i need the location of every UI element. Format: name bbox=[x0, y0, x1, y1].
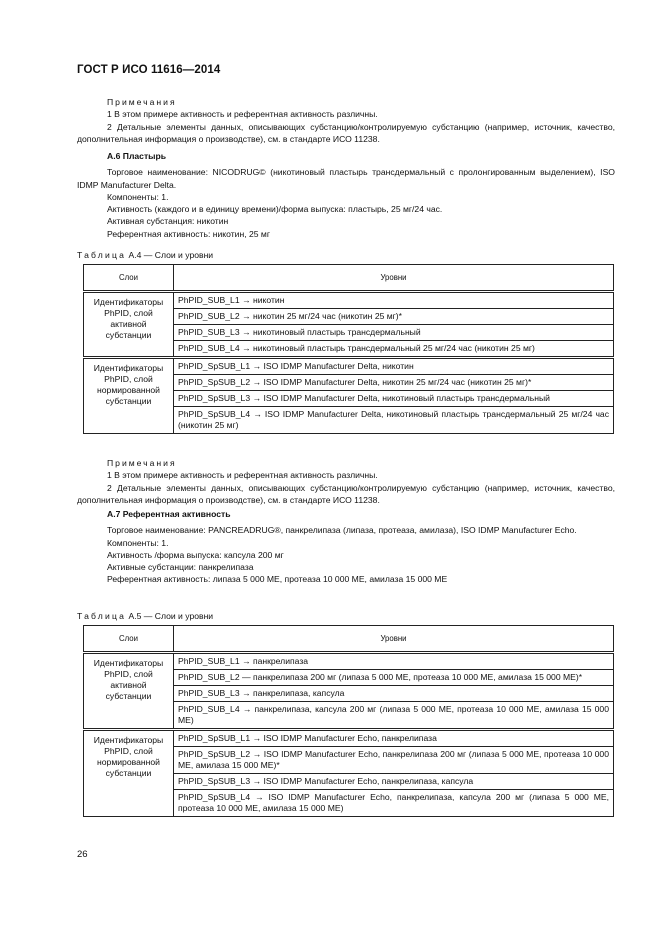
level-cell: PhPID_SpSUB_L1 → ISO IDMP Manufacturer Echo, панкрелипаза bbox=[173, 731, 613, 747]
level-cell: PhPID_SUB_L1 → панкрелипаза bbox=[173, 654, 613, 670]
section-a7 bbox=[90, 508, 615, 586]
table-row bbox=[84, 654, 614, 670]
paragraph: Компоненты: 1. bbox=[107, 537, 169, 548]
notes-title: Примечания bbox=[107, 458, 177, 468]
level-cell: PhPID_SUB_L4 → никотиновый пластырь трансдермальный 25 мг/24 час (никотин 25 мг) bbox=[173, 341, 613, 357]
level-cell: PhPID_SUB_L1 → никотин bbox=[173, 293, 613, 309]
paragraph: Референтная активность: липаза 5 000 МЕ, протеаза 10 000 МЕ, амилаза 15 000 МЕ bbox=[107, 574, 448, 585]
level-cell: PhPID_SUB_L3 → панкрелипаза, капсула bbox=[173, 686, 613, 702]
level-cell: PhPID_SpSUB_L1 → ISO IDMP Manufacturer Delta, никотин bbox=[173, 359, 613, 375]
table-row bbox=[84, 731, 614, 747]
column-header-layers: Слои bbox=[84, 265, 174, 291]
caption-text: А.4 — Слои и уровни bbox=[128, 250, 214, 260]
level-cell: PhPID_SUB_L2 → никотин 25 мг/24 час (никотин 25 мг)* bbox=[173, 309, 613, 325]
notes-block-2 bbox=[77, 457, 615, 506]
paragraph: Активность (каждого и в единицу времени)/форма выпуска: пластырь, 25 мг/24 час. bbox=[107, 204, 443, 215]
level-cell: PhPID_SUB_L4 → панкрелипаза, капсула 200 мг (липаза 5 000 МЕ, протеаза 10 000 МЕ, амилаза 15 000 МЕ) bbox=[173, 702, 613, 729]
level-cell: PhPID_SpSUB_L2 → ISO IDMP Manufacturer Echo, панкрелипаза 200 мг (липаза 5 000 МЕ, протеаза 10 000 МЕ, амилаза 15 000 МЕ)* bbox=[173, 747, 613, 774]
note-item: 1 В этом примере активность и референтная активность различны. bbox=[107, 109, 378, 120]
layer-label: Идентификаторы PhPID, слой нормированной субстанции bbox=[84, 359, 174, 434]
table-a5 bbox=[83, 625, 614, 817]
note-item: 2 Детальные элементы данных, описывающих субстанцию/контролируемую субстанцию (например, источник, качество, дополнительная информация о производстве), см. в стандарте ИСО 11238. bbox=[77, 121, 615, 144]
note-item: 2 Детальные элементы данных, описывающих субстанцию/контролируемую субстанцию (например, источник, качество, дополнительная информация о производстве), см. в стандарте ИСО 11238. bbox=[77, 482, 615, 505]
column-header-levels: Уровни bbox=[173, 626, 613, 652]
level-cell: PhPID_SUB_L2 — панкрелипаза 200 мг (липаза 5 000 МЕ, протеаза 10 000 МЕ, амилаза 15 000 МЕ)* bbox=[173, 670, 613, 686]
paragraph: Активная субстанция: никотин bbox=[107, 216, 229, 227]
page-number: 26 bbox=[77, 849, 88, 860]
paragraph: Компоненты: 1. bbox=[107, 191, 169, 202]
column-header-levels: Уровни bbox=[173, 265, 613, 291]
table-caption bbox=[77, 250, 213, 260]
paragraph: Торговое наименование: NICODRUG© (никотиновый пластырь трансдермальный с пролонгированным выделением), ISO IDMP Manufacturer Delta. bbox=[77, 167, 615, 190]
section-heading: А.6 Пластырь bbox=[107, 151, 167, 161]
section-heading: А.7 Референтная активность bbox=[107, 509, 231, 519]
level-cell: PhPID_SpSUB_L4 → ISO IDMP Manufacturer Delta, никотиновый пластырь трансдермальный 25 мг/24 час (никотин 25 мг) bbox=[173, 407, 613, 434]
layer-label: Идентификаторы PhPID, слой активной субстанции bbox=[84, 654, 174, 729]
level-cell: PhPID_SpSUB_L2 → ISO IDMP Manufacturer Delta, никотин 25 мг/24 час (никотин 25 мг)* bbox=[173, 375, 613, 391]
level-cell: PhPID_SUB_L3 → никотиновый пластырь трансдермальный bbox=[173, 325, 613, 341]
level-cell: PhPID_SpSUB_L3 → ISO IDMP Manufacturer Delta, никотиновый пластырь трансдермальный bbox=[173, 391, 613, 407]
notes-title: Примечания bbox=[107, 97, 177, 107]
column-header-layers: Слои bbox=[84, 626, 174, 652]
page-header-title: ГОСТ Р ИСО 11616—2014 bbox=[77, 64, 221, 76]
paragraph: Активность /форма выпуска: капсула 200 мг bbox=[107, 549, 284, 560]
table-caption bbox=[77, 611, 213, 621]
caption-prefix: Таблица bbox=[77, 250, 127, 260]
layer-label: Идентификаторы PhPID, слой нормированной субстанции bbox=[84, 731, 174, 817]
paragraph: Торговое наименование: PANCREADRUG®, панкрелипаза (липаза, протеаза, амилаза), ISO IDMP Manufacturer Echo. bbox=[107, 525, 577, 536]
level-cell: PhPID_SpSUB_L4 → ISO IDMP Manufacturer Echo, панкрелипаза, капсула 200 мг (липаза 5 000 МЕ, протеаза 10 000 МЕ, амилаза 15 000 МЕ) bbox=[173, 790, 613, 817]
caption-text: А.5 — Слои и уровни bbox=[128, 611, 214, 621]
table-row bbox=[84, 359, 614, 375]
table-a4 bbox=[83, 264, 614, 434]
table-row bbox=[84, 293, 614, 309]
paragraph: Активные субстанции: панкрелипаза bbox=[107, 562, 254, 573]
level-cell: PhPID_SpSUB_L3 → ISO IDMP Manufacturer Echo, панкрелипаза, капсула bbox=[173, 774, 613, 790]
layer-label: Идентификаторы PhPID, слой активной субстанции bbox=[84, 293, 174, 357]
notes-block-1 bbox=[77, 96, 615, 145]
paragraph: Референтная активность: никотин, 25 мг bbox=[107, 228, 270, 239]
section-a6 bbox=[77, 150, 615, 240]
note-item: 1 В этом примере активность и референтная активность различны. bbox=[107, 470, 378, 481]
caption-prefix: Таблица bbox=[77, 611, 127, 621]
